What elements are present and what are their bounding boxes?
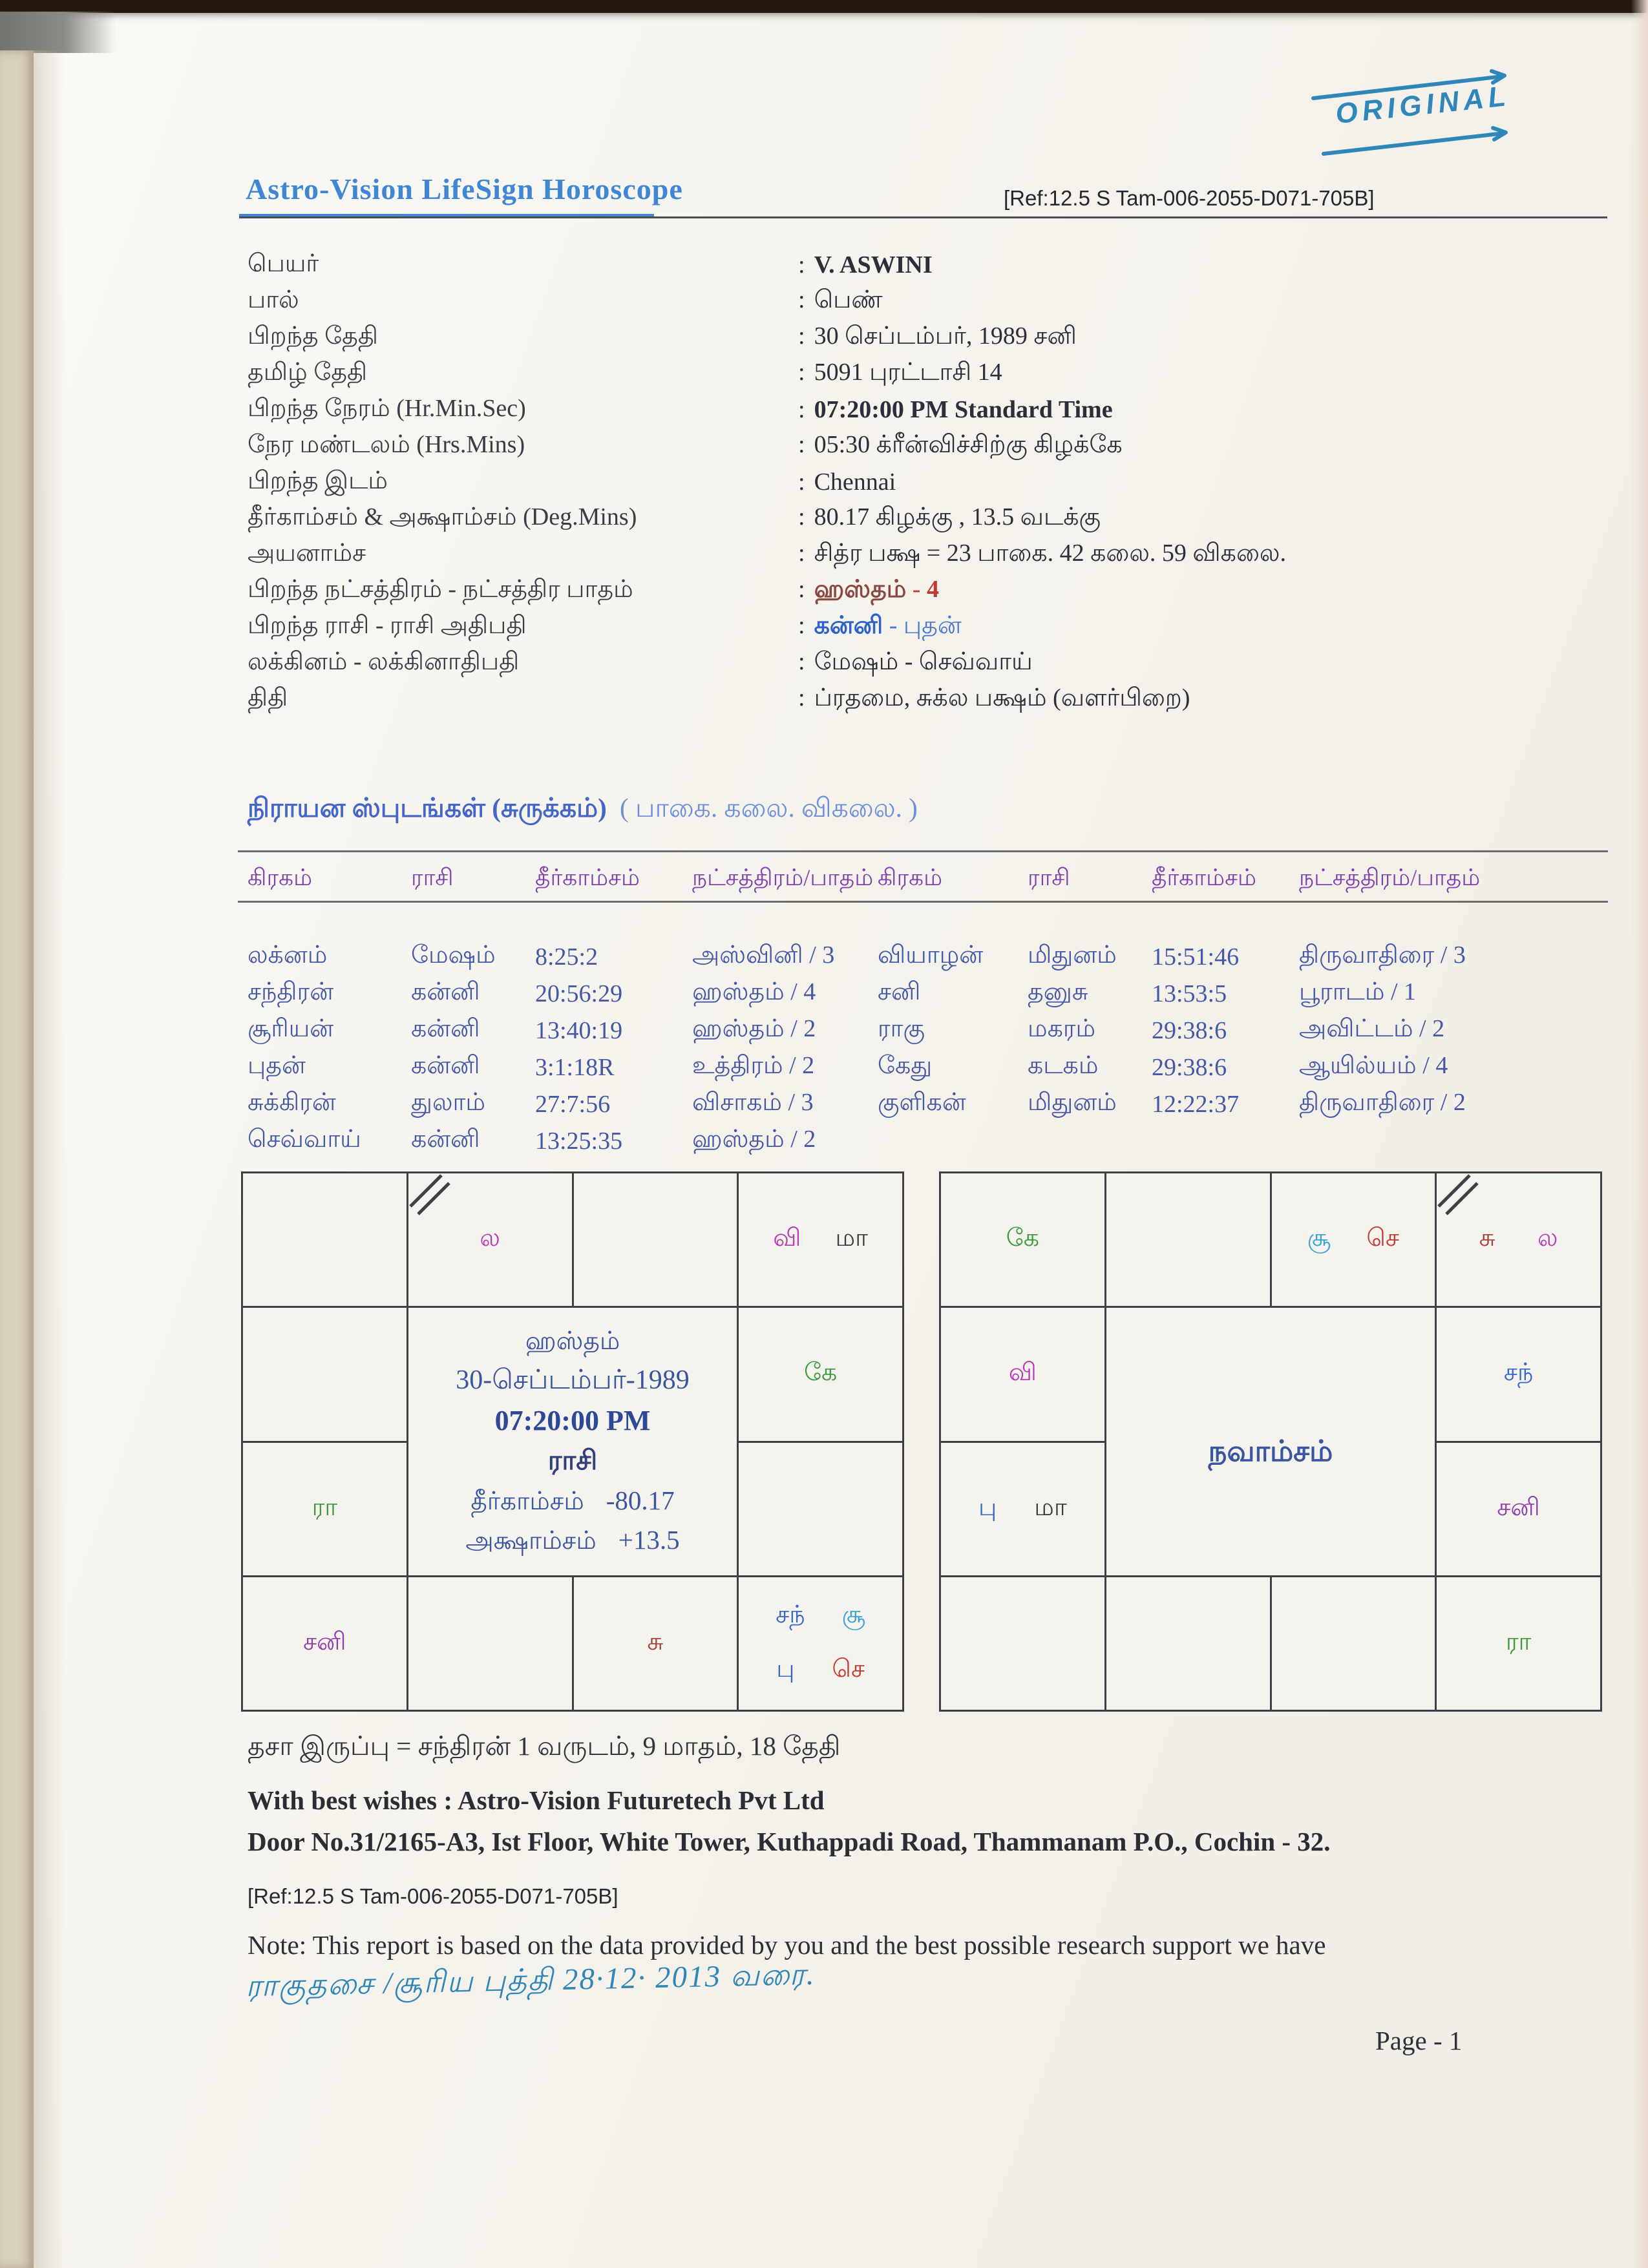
detail-value bbox=[798, 430, 1123, 462]
navamsam-chart-center bbox=[1106, 1308, 1435, 1575]
rasi-center-date: 30-செப்டம்பர்-1989 bbox=[456, 1365, 690, 1396]
planet-table-cell: கன்னி bbox=[411, 978, 480, 1005]
original-stamp: ORIGINAL bbox=[1334, 79, 1512, 131]
planet-rows bbox=[243, 1443, 407, 1575]
planet-abbrev: சூ bbox=[841, 1601, 866, 1628]
planet-abbrev: சந் bbox=[1503, 1359, 1534, 1387]
planet-row bbox=[941, 1358, 1104, 1390]
detail-value-part: 4 bbox=[926, 575, 939, 603]
planet-table-header-cell: கிரகம் bbox=[248, 864, 313, 890]
planet-abbrev: பு bbox=[978, 1493, 997, 1521]
planet-table-cell: அவிட்டம் / 2 bbox=[1299, 1015, 1445, 1042]
header-rule bbox=[239, 216, 1607, 218]
planet-table-cell: திருவாதிரை / 2 bbox=[1299, 1089, 1466, 1116]
planet-table-cell: ஹஸ்தம் / 4 bbox=[692, 978, 816, 1005]
planet-table-cell: புதன் bbox=[248, 1052, 306, 1079]
planet-table-header-cell: கிரகம் bbox=[878, 864, 943, 890]
detail-value-part: Chennai bbox=[814, 468, 896, 496]
rasi-cell-r0c3 bbox=[739, 1173, 902, 1306]
planet-table-cell: ராகு bbox=[878, 1015, 925, 1042]
navamsam-cell-r3c0 bbox=[941, 1577, 1104, 1710]
detail-value bbox=[798, 575, 939, 607]
detail-label: லக்கினம் - லக்கினாதிபதி bbox=[248, 647, 520, 675]
planet-rows bbox=[739, 1173, 902, 1306]
detail-value-part: 80.17 கிழக்கு , 13.5 வடக்கு bbox=[814, 503, 1101, 530]
rasi-cell-r0c2 bbox=[574, 1173, 737, 1306]
colon: : bbox=[798, 611, 805, 639]
planet-abbrev: மா bbox=[835, 1224, 868, 1252]
planet-row bbox=[1437, 1628, 1600, 1659]
detail-label: பால் bbox=[248, 286, 299, 313]
detail-value-part: 5091 புரட்டாசி 14 bbox=[814, 358, 1002, 386]
planet-table-cell: ஹஸ்தம் / 2 bbox=[692, 1015, 816, 1042]
longitude-label: தீர்காம்சம் bbox=[470, 1487, 584, 1515]
planet-table-cell: மேஷம் bbox=[411, 941, 496, 969]
detail-row bbox=[248, 392, 1579, 428]
navamsam-cell-r1c3 bbox=[1437, 1308, 1600, 1440]
detail-value bbox=[798, 647, 1033, 679]
planet-table-cell: 27:7:56 bbox=[535, 1090, 611, 1118]
rasi-center-title: ராசி bbox=[547, 1446, 598, 1476]
planet-abbrev: சனி bbox=[303, 1628, 346, 1655]
colon: : bbox=[798, 396, 805, 423]
planet-table-cell: சுக்கிரன் bbox=[248, 1089, 336, 1116]
detail-label: பெயர் bbox=[248, 249, 319, 277]
planet-table-header-right bbox=[878, 861, 1609, 897]
planet-abbrev: வி bbox=[773, 1224, 801, 1252]
detail-value-part: 07:20:00 PM Standard Time bbox=[814, 396, 1113, 423]
detail-value-part: 05:30 க்ரீன்விச்சிற்கு கிழக்கே bbox=[814, 430, 1123, 458]
planet-rows bbox=[1437, 1308, 1600, 1440]
planet-rows bbox=[408, 1577, 572, 1710]
navamsam-cell-r2c0 bbox=[941, 1443, 1104, 1575]
birth-details-list bbox=[248, 247, 1579, 717]
planet-table-cell: திருவாதிரை / 3 bbox=[1299, 941, 1466, 969]
detail-value bbox=[798, 539, 1286, 571]
detail-value-part: பெண் bbox=[814, 286, 883, 313]
detail-row bbox=[248, 283, 1579, 319]
section-heading-units: ( பாகை. கலை. விகலை. ) bbox=[620, 793, 918, 823]
planet-abbrev: ரா bbox=[312, 1493, 338, 1521]
planet-abbrev: கே bbox=[803, 1359, 838, 1387]
colon: : bbox=[798, 468, 805, 496]
planet-rows bbox=[1106, 1173, 1270, 1306]
detail-label: பிறந்த நேரம் (Hr.Min.Sec) bbox=[248, 394, 526, 422]
planet-table-cell: மிதுனம் bbox=[1028, 1089, 1117, 1116]
page-title: Astro-Vision LifeSign Horoscope bbox=[246, 173, 683, 205]
colon: : bbox=[798, 684, 805, 711]
detail-row bbox=[248, 500, 1579, 536]
planet-table-cell: கன்னி bbox=[411, 1126, 480, 1153]
planet-rows bbox=[408, 1173, 572, 1306]
detail-value-part: 30 செப்டம்பர், 1989 சனி bbox=[814, 322, 1077, 350]
rasi-center-star: ஹஸ்தம் bbox=[525, 1327, 620, 1356]
planet-table-cell: லக்னம் bbox=[248, 941, 328, 969]
detail-value-part: சித்ர பக்ஷ = 23 பாகை. 42 கலை. 59 விகலை. bbox=[814, 539, 1286, 567]
detail-value-part: V. ASWINI bbox=[814, 251, 933, 278]
planet-rows bbox=[1437, 1173, 1600, 1306]
rasi-cell-r3c2 bbox=[574, 1577, 737, 1710]
planet-table-cell: 12:22:37 bbox=[1152, 1090, 1240, 1118]
navamsam-chart bbox=[939, 1171, 1602, 1712]
navamsam-cell-r3c2 bbox=[1272, 1577, 1435, 1710]
planet-abbrev: சு bbox=[1479, 1224, 1495, 1252]
planet-rows bbox=[243, 1173, 407, 1306]
detail-label: தீர்காம்சம் & அக்ஷாம்சம் (Deg.Mins) bbox=[248, 503, 637, 530]
planet-table-left bbox=[248, 938, 897, 1159]
rasi-cell-r2c3 bbox=[739, 1443, 902, 1575]
planet-table-cell: 20:56:29 bbox=[535, 980, 623, 1007]
planet-row bbox=[739, 1358, 902, 1390]
colon: : bbox=[798, 322, 805, 350]
colon: : bbox=[798, 251, 805, 278]
title-underline bbox=[239, 214, 654, 216]
planet-row bbox=[574, 1628, 737, 1659]
note-line: Note: This report is based on the data provided by you and the best possible research support we have bbox=[248, 1930, 1326, 1960]
detail-row bbox=[248, 681, 1579, 717]
rasi-cell-r0c1 bbox=[408, 1173, 572, 1306]
planet-abbrev: ல bbox=[1537, 1224, 1558, 1252]
colon: : bbox=[798, 286, 805, 313]
detail-row bbox=[248, 536, 1579, 572]
planet-rows bbox=[941, 1577, 1104, 1710]
detail-row bbox=[248, 428, 1579, 464]
colon: : bbox=[798, 575, 805, 603]
detail-row bbox=[248, 355, 1579, 392]
planet-row bbox=[739, 1655, 902, 1686]
detail-value bbox=[798, 611, 962, 643]
planet-rows bbox=[941, 1173, 1104, 1306]
detail-label: நேர மண்டலம் (Hrs.Mins) bbox=[248, 430, 525, 458]
page-number: Page - 1 bbox=[1375, 2026, 1463, 2055]
planet-table-cell: 13:40:19 bbox=[535, 1016, 623, 1044]
navamsam-cell-r0c1 bbox=[1106, 1173, 1270, 1306]
dasa-balance-line: தசா இருப்பு = சந்திரன் 1 வருடம், 9 மாதம், 18 தேதி bbox=[248, 1731, 841, 1761]
detail-value bbox=[798, 684, 1190, 715]
navamsam-cell-r3c3 bbox=[1437, 1577, 1600, 1710]
planet-abbrev: கே bbox=[1006, 1224, 1040, 1252]
planet-table-cell: உத்திரம் / 2 bbox=[692, 1052, 815, 1079]
planet-row bbox=[739, 1601, 902, 1632]
planet-row bbox=[739, 1224, 902, 1255]
planet-abbrev: செ bbox=[1366, 1224, 1399, 1252]
detail-label: திதி bbox=[248, 684, 288, 711]
planet-row bbox=[1437, 1224, 1600, 1255]
detail-row bbox=[248, 572, 1579, 609]
rasi-center-latitude bbox=[465, 1526, 679, 1555]
report-ref-code: [Ref:12.5 S Tam-006-2055-D071-705B] bbox=[1004, 186, 1375, 210]
planet-table-header-cell: நட்சத்திரம்/பாதம் bbox=[692, 864, 874, 890]
planet-rows bbox=[1272, 1577, 1435, 1710]
handwritten-annotation: ராகுதசை /சூரிய புத்தி 28·12· 2013 வரை. bbox=[245, 1957, 816, 2004]
colon: : bbox=[798, 430, 805, 458]
planet-row bbox=[1272, 1224, 1435, 1255]
planet-rows bbox=[739, 1577, 902, 1710]
planet-rows bbox=[739, 1443, 902, 1575]
planet-table-cell: 13:53:5 bbox=[1152, 980, 1227, 1007]
planet-abbrev: சந் bbox=[776, 1601, 805, 1628]
section-heading-text: நிராயன ஸ்புடங்கள் (சுருக்கம்) bbox=[248, 793, 607, 823]
scan-edge-left-binding bbox=[0, 50, 34, 2268]
detail-row bbox=[248, 645, 1579, 681]
navamsam-cell-r0c0 bbox=[941, 1173, 1104, 1306]
detail-value bbox=[798, 358, 1002, 390]
detail-value-part: புதன் bbox=[903, 611, 962, 639]
navamsam-cell-r3c1 bbox=[1106, 1577, 1270, 1710]
planet-table-cell: கடகம் bbox=[1028, 1052, 1099, 1079]
planet-table-header-cell: ராசி bbox=[1028, 864, 1070, 890]
planet-table-cell: 8:25:2 bbox=[535, 943, 598, 971]
colon: : bbox=[798, 539, 805, 567]
rasi-cell-r2c0 bbox=[243, 1443, 407, 1575]
scan-edge-right bbox=[1631, 0, 1648, 2268]
detail-row bbox=[248, 247, 1579, 283]
detail-value bbox=[798, 395, 1113, 424]
planet-table-cell: துலாம் bbox=[411, 1089, 485, 1116]
planet-table-cell: பூராடம் / 1 bbox=[1299, 978, 1417, 1005]
planet-row bbox=[1437, 1493, 1600, 1525]
planet-table-cell: குளிகன் bbox=[878, 1089, 966, 1116]
scan-edge-top bbox=[0, 0, 1648, 13]
table-rule-bottom bbox=[238, 901, 1608, 903]
rasi-cell-r3c0 bbox=[243, 1577, 407, 1710]
rasi-center-time: 07:20:00 PM bbox=[494, 1404, 651, 1436]
planet-table-cell: மகரம் bbox=[1028, 1015, 1096, 1042]
detail-value-part: - bbox=[883, 611, 903, 639]
detail-value-part: ப்ரதமை, சுக்ல பக்ஷம் (வளர்பிறை) bbox=[814, 684, 1190, 711]
planet-table-cell: ஆயில்யம் / 4 bbox=[1299, 1052, 1448, 1079]
planet-rows bbox=[1437, 1577, 1600, 1710]
detail-label: பிறந்த இடம் bbox=[248, 467, 388, 494]
planet-abbrev: சனி bbox=[1497, 1493, 1540, 1521]
planet-table-cell: கேது bbox=[878, 1052, 933, 1079]
planet-rows bbox=[1272, 1173, 1435, 1306]
latitude-value: +13.5 bbox=[618, 1524, 680, 1555]
planet-abbrev: பு bbox=[776, 1655, 795, 1683]
navamsam-center-label: நவாம்சம் bbox=[1208, 1435, 1333, 1467]
scan-edge-top-left bbox=[0, 12, 116, 53]
colon: : bbox=[798, 358, 805, 386]
planet-table-header-cell: தீர்காம்சம் bbox=[535, 864, 640, 890]
rasi-cell-r0c0 bbox=[243, 1173, 407, 1306]
planet-rows bbox=[1106, 1577, 1270, 1710]
planet-table-cell: 29:38:6 bbox=[1152, 1053, 1227, 1081]
navamsam-cell-r2c3 bbox=[1437, 1443, 1600, 1575]
detail-value-part: கன்னி bbox=[814, 611, 883, 639]
planet-abbrev: வி bbox=[1008, 1359, 1037, 1387]
rasi-cell-r1c0 bbox=[243, 1308, 407, 1440]
planet-row bbox=[243, 1493, 407, 1525]
planet-table-cell: 13:25:35 bbox=[535, 1127, 623, 1155]
planet-abbrev: ரா bbox=[1505, 1628, 1532, 1655]
planet-abbrev: மா bbox=[1034, 1493, 1067, 1521]
company-address: Door No.31/2165-A3, Ist Floor, White Tower, Kuthappadi Road, Thammanam P.O., Cochin - 32. bbox=[248, 1827, 1331, 1856]
planet-row bbox=[941, 1493, 1104, 1525]
planet-table-cell: மிதுனம் bbox=[1028, 941, 1117, 969]
planet-rows bbox=[739, 1308, 902, 1440]
planet-table-cell: 29:38:6 bbox=[1152, 1016, 1227, 1044]
detail-label: அயனாம்ச bbox=[248, 539, 366, 567]
planet-table-cell: 3:1:18R bbox=[535, 1053, 615, 1081]
rasi-cell-r3c1 bbox=[408, 1577, 572, 1710]
best-wishes-line: With best wishes : Astro-Vision Futuretech Pvt Ltd bbox=[248, 1785, 825, 1815]
colon: : bbox=[798, 503, 805, 530]
detail-value bbox=[798, 468, 896, 496]
detail-label: பிறந்த நட்சத்திரம் - நட்சத்திர பாதம் bbox=[248, 575, 633, 603]
rasi-chart bbox=[241, 1171, 904, 1712]
planet-abbrev: சு bbox=[647, 1628, 664, 1655]
planet-rows bbox=[574, 1577, 737, 1710]
planet-row bbox=[408, 1224, 572, 1255]
longitude-value: -80.17 bbox=[606, 1485, 675, 1515]
planet-table-cell: கன்னி bbox=[411, 1052, 480, 1079]
rasi-cell-r3c3 bbox=[739, 1577, 902, 1710]
navamsam-cell-r0c3 bbox=[1437, 1173, 1600, 1306]
detail-label: பிறந்த தேதி bbox=[248, 322, 379, 350]
section-heading bbox=[248, 792, 918, 827]
planet-table-header-cell: நட்சத்திரம்/பாதம் bbox=[1299, 864, 1481, 890]
rasi-cell-r1c3 bbox=[739, 1308, 902, 1440]
detail-value bbox=[798, 251, 933, 279]
planet-table-header-cell: தீர்காம்சம் bbox=[1152, 864, 1256, 890]
planet-abbrev: சூ bbox=[1307, 1224, 1331, 1252]
planet-row bbox=[941, 1224, 1104, 1255]
planet-abbrev: ல bbox=[480, 1224, 500, 1252]
planet-table-header-left bbox=[248, 861, 897, 897]
latitude-label: அக்ஷாம்சம் bbox=[465, 1526, 597, 1555]
detail-row bbox=[248, 609, 1579, 645]
planet-rows bbox=[243, 1577, 407, 1710]
planet-rows bbox=[1437, 1443, 1600, 1575]
detail-value-part: - bbox=[906, 575, 927, 603]
detail-value bbox=[798, 503, 1101, 534]
planet-table-cell: சனி bbox=[878, 978, 921, 1005]
planet-table-cell: கன்னி bbox=[411, 1015, 480, 1042]
planet-row bbox=[1437, 1358, 1600, 1390]
planet-table-cell: வியாழன் bbox=[878, 941, 984, 969]
planet-table-right bbox=[878, 938, 1609, 1122]
planet-rows bbox=[243, 1308, 407, 1440]
detail-label: பிறந்த ராசி - ராசி அதிபதி bbox=[248, 611, 527, 639]
detail-value-part: ஹஸ்தம் bbox=[814, 575, 907, 603]
table-rule-top bbox=[238, 850, 1608, 852]
rasi-center-longitude bbox=[470, 1486, 674, 1516]
navamsam-cell-r0c2 bbox=[1272, 1173, 1435, 1306]
detail-label: தமிழ் தேதி bbox=[248, 358, 368, 386]
planet-table-cell: சூரியன் bbox=[248, 1015, 334, 1042]
planet-table-cell: சந்திரன் bbox=[248, 978, 334, 1005]
detail-value bbox=[798, 322, 1077, 353]
scan-edge-left-shadow bbox=[34, 50, 65, 2268]
detail-value-part: மேஷம் - செவ்வாய் bbox=[814, 647, 1033, 675]
planet-rows bbox=[574, 1173, 737, 1306]
detail-row bbox=[248, 319, 1579, 355]
planet-row bbox=[243, 1628, 407, 1659]
navamsam-cell-r1c0 bbox=[941, 1308, 1104, 1440]
planet-table-cell: தனுசு bbox=[1028, 978, 1088, 1005]
planet-table-header-cell: ராசி bbox=[411, 864, 454, 890]
rasi-chart-center bbox=[408, 1308, 737, 1575]
planet-table-cell: அஸ்வினி / 3 bbox=[692, 941, 835, 969]
planet-rows bbox=[941, 1308, 1104, 1440]
planet-abbrev: செ bbox=[832, 1655, 865, 1683]
planet-table-cell: செவ்வாய் bbox=[248, 1126, 361, 1153]
planet-table-cell: 15:51:46 bbox=[1152, 943, 1240, 971]
detail-row bbox=[248, 464, 1579, 500]
detail-value bbox=[798, 286, 883, 317]
planet-table-cell: விசாகம் / 3 bbox=[692, 1089, 814, 1116]
planet-table-cell: ஹஸ்தம் / 2 bbox=[692, 1126, 816, 1153]
footer-ref-code: [Ref:12.5 S Tam-006-2055-D071-705B] bbox=[248, 1884, 618, 1908]
planet-rows bbox=[941, 1443, 1104, 1575]
colon: : bbox=[798, 647, 805, 675]
